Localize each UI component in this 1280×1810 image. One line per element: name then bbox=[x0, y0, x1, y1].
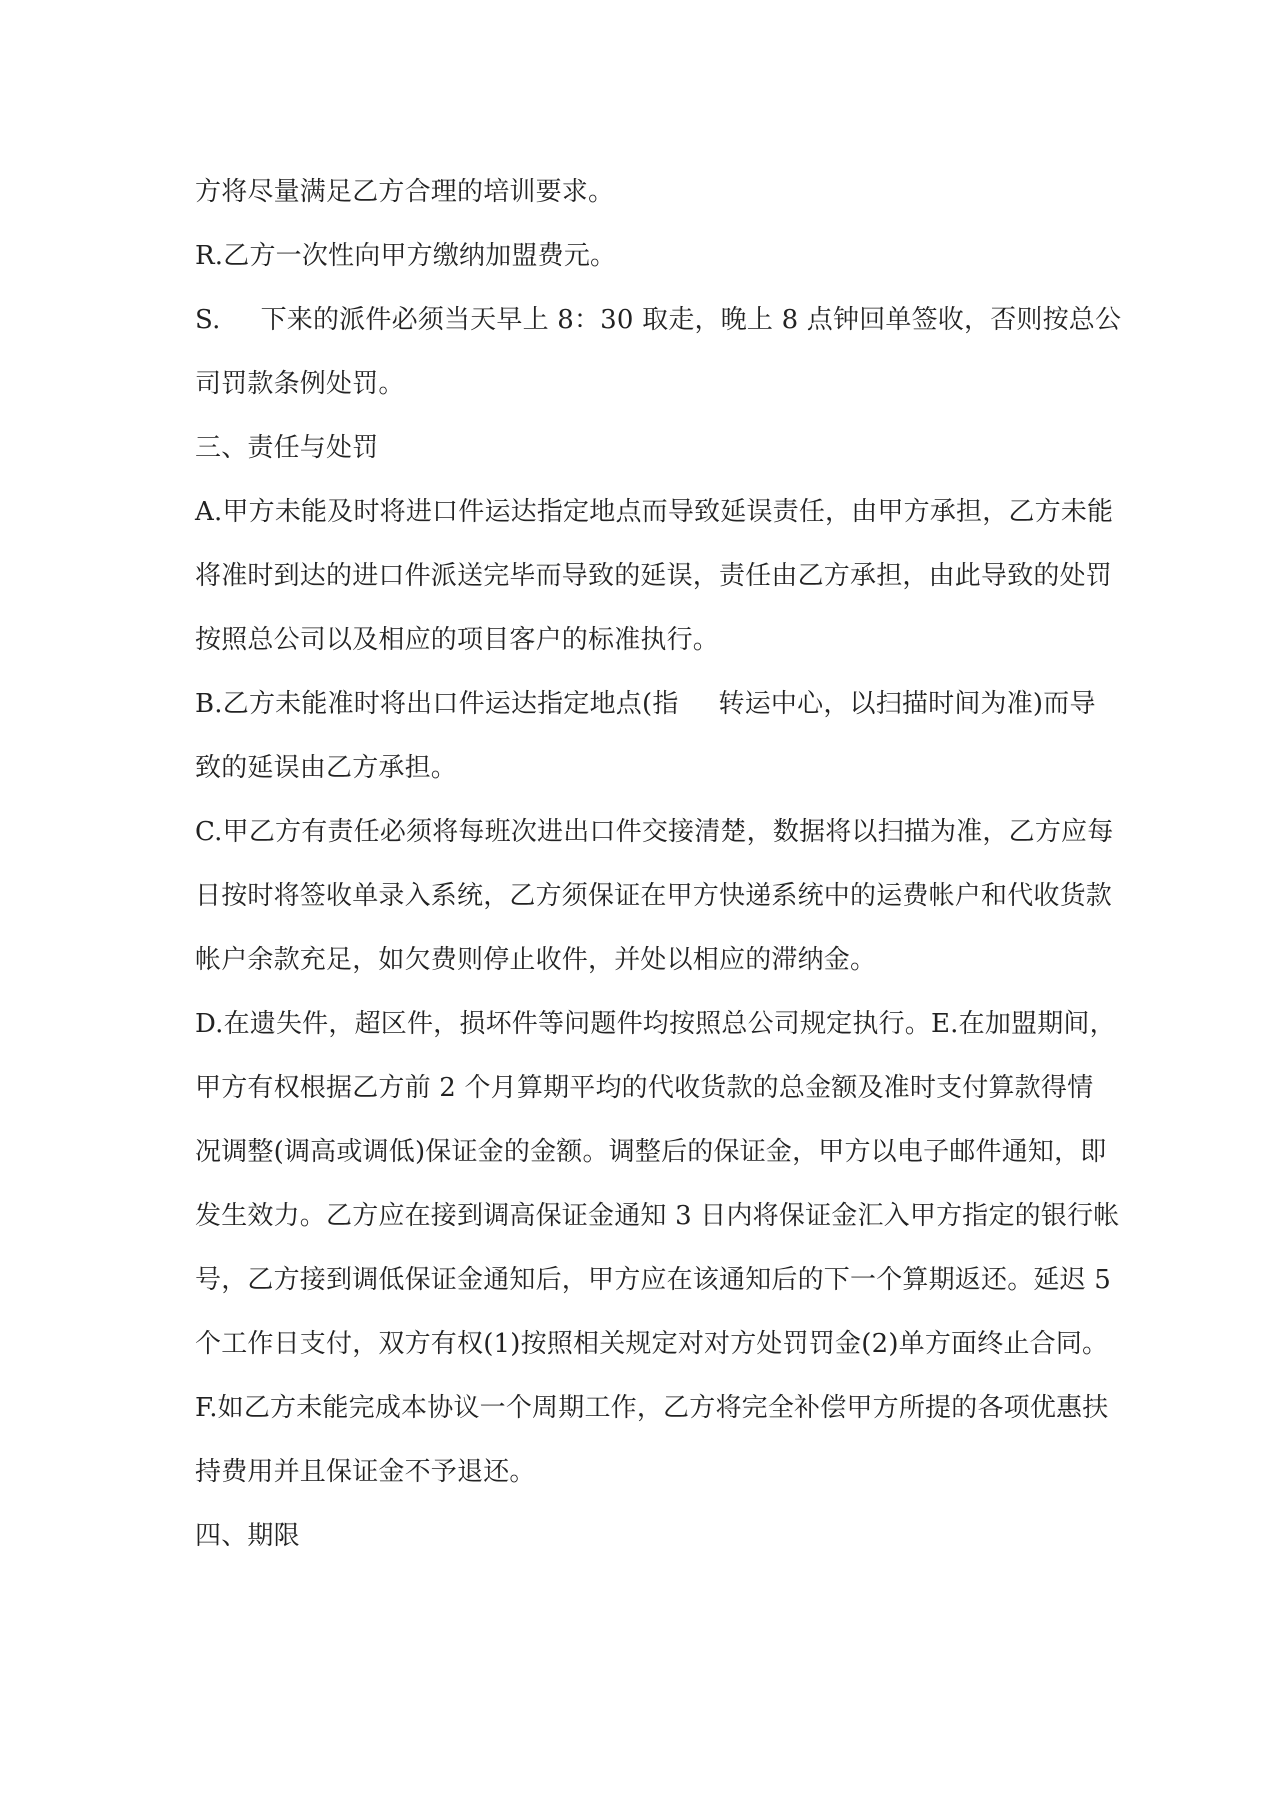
paragraph-line bbox=[195, 288, 1122, 352]
item-label: S. bbox=[195, 305, 221, 335]
section-heading: 四、期限 bbox=[195, 1521, 300, 1551]
paragraph-line: 将准时到达的进口件派送完毕而导致的延误，责任由乙方承担，由此导致的处罚 bbox=[195, 561, 1113, 591]
paragraph-line bbox=[195, 672, 1095, 736]
paragraph-line: 帐户余款充足，如欠费则停止收件，并处以相应的滞纳金。 bbox=[195, 945, 877, 975]
paragraph-line: 司罚款条例处罚。 bbox=[195, 369, 405, 399]
paragraph-line: 发生效力。乙方应在接到调高保证金通知 3 日内将保证金汇入甲方指定的银行帐 bbox=[195, 1201, 1120, 1231]
paragraph-line: C.甲乙方有责任必须将每班次进出口件交接清楚，数据将以扫描为准，乙方应每 bbox=[195, 817, 1114, 847]
paragraph-line: 个工作日支付，双方有权(1)按照相关规定对对方处罚罚金(2)单方面终止合同。 bbox=[195, 1329, 1109, 1359]
paragraph-line: F.如乙方未能完成本协议一个周期工作，乙方将完全补偿甲方所提的各项优惠扶 bbox=[195, 1393, 1109, 1423]
item-text: 下来的派件必须当天早上 8：30 取走，晚上 8 点钟回单签收，否则按总公 bbox=[260, 305, 1122, 335]
paragraph-line: A.甲方未能及时将进口件运达指定地点而导致延误责任，由甲方承担，乙方未能 bbox=[195, 497, 1114, 527]
paragraph-line: 况调整(调高或调低)保证金的金额。调整后的保证金，甲方以电子邮件通知，即 bbox=[195, 1137, 1107, 1167]
paragraph-line: 号，乙方接到调低保证金通知后，甲方应在该通知后的下一个算期返还。延迟 5 bbox=[195, 1265, 1112, 1295]
document-body bbox=[195, 160, 1122, 1568]
item-text-part-1: B.乙方未能准时将出口件运达指定地点(指 bbox=[195, 689, 679, 719]
paragraph-line: D.在遗失件，超区件，损坏件等问题件均按照总公司规定执行。E.在加盟期间， bbox=[195, 1009, 1116, 1039]
paragraph-line: 日按时将签收单录入系统，乙方须保证在甲方快递系统中的运费帐户和代收货款 bbox=[195, 881, 1113, 911]
section-heading: 三、责任与处罚 bbox=[195, 433, 379, 463]
item-text-part-2: 转运中心，以扫描时间为准)而导 bbox=[718, 689, 1096, 719]
paragraph-line: 持费用并且保证金不予退还。 bbox=[195, 1457, 536, 1487]
paragraph-line: 方将尽量满足乙方合理的培训要求。 bbox=[195, 177, 615, 207]
paragraph-line: R.乙方一次性向甲方缴纳加盟费元。 bbox=[195, 241, 617, 271]
paragraph-line: 甲方有权根据乙方前 2 个月算期平均的代收货款的总金额及准时支付算款得情 bbox=[195, 1073, 1094, 1103]
paragraph-line: 按照总公司以及相应的项目客户的标准执行。 bbox=[195, 625, 720, 655]
paragraph-line: 致的延误由乙方承担。 bbox=[195, 753, 458, 783]
